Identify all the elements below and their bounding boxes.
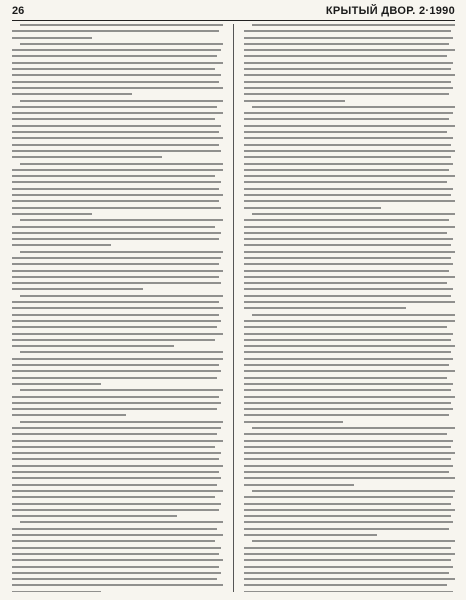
text-line: [20, 389, 223, 391]
text-line: [244, 528, 449, 530]
text-line: [244, 131, 447, 133]
text-line: [244, 584, 447, 586]
text-line: [244, 345, 455, 347]
right-column: [244, 24, 455, 592]
text-line: [252, 490, 455, 492]
text-line: [12, 496, 215, 498]
text-paragraph: [12, 219, 223, 246]
text-line: [12, 81, 219, 83]
text-line: [244, 144, 451, 146]
text-line: [244, 207, 381, 209]
text-line: [12, 282, 221, 284]
text-line: [12, 125, 221, 127]
text-line: [12, 314, 219, 316]
text-line: [12, 131, 219, 133]
text-line: [244, 377, 447, 379]
text-line: [12, 301, 219, 303]
text-line: [12, 55, 217, 57]
text-paragraph: [12, 421, 223, 517]
text-line: [12, 112, 223, 114]
text-line: [244, 408, 453, 410]
text-line: [12, 559, 223, 561]
text-line: [244, 194, 451, 196]
text-line: [244, 358, 453, 360]
text-line: [244, 553, 455, 555]
text-line: [244, 55, 447, 57]
text-line: [20, 295, 223, 297]
text-line: [20, 24, 223, 26]
text-line: [244, 118, 449, 120]
text-paragraph: [244, 314, 455, 423]
text-line: [12, 484, 217, 486]
text-line: [244, 270, 449, 272]
text-line: [12, 433, 217, 435]
text-line: [12, 200, 219, 202]
text-line: [12, 345, 174, 347]
text-line: [244, 81, 451, 83]
text-line: [12, 591, 101, 592]
text-line: [244, 471, 449, 473]
text-line: [12, 137, 223, 139]
text-line: [244, 566, 453, 568]
text-line: [12, 408, 217, 410]
text-line: [12, 427, 221, 429]
text-line: [12, 503, 221, 505]
text-line: [244, 383, 453, 385]
text-line: [12, 490, 223, 492]
text-line: [244, 351, 451, 353]
text-line: [12, 320, 221, 322]
text-line: [12, 333, 223, 335]
text-line: [12, 62, 223, 64]
text-line: [244, 169, 449, 171]
text-line: [12, 553, 219, 555]
text-line: [252, 540, 455, 542]
text-line: [244, 238, 453, 240]
text-line: [244, 509, 455, 511]
text-paragraph: [244, 490, 455, 536]
text-line: [244, 521, 453, 523]
text-line: [12, 169, 223, 171]
text-line: [12, 270, 223, 272]
text-line: [244, 276, 455, 278]
text-line: [244, 421, 343, 423]
text-line: [244, 74, 455, 76]
text-line: [20, 421, 223, 423]
text-line: [12, 515, 177, 517]
text-paragraph: [12, 389, 223, 416]
text-line: [244, 93, 449, 95]
left-column: [12, 24, 223, 592]
text-line: [244, 326, 447, 328]
text-line: [244, 175, 455, 177]
text-paragraph: [12, 521, 223, 592]
text-line: [252, 213, 455, 215]
text-line: [244, 244, 451, 246]
page-header: [12, 5, 455, 21]
text-line: [244, 200, 455, 202]
text-line: [12, 93, 132, 95]
text-line: [244, 137, 453, 139]
text-line: [12, 402, 221, 404]
text-line: [244, 87, 453, 89]
text-line: [244, 219, 449, 221]
text-line: [12, 156, 162, 158]
text-line: [244, 591, 453, 592]
text-line: [12, 150, 221, 152]
text-line: [244, 433, 447, 435]
text-line: [12, 339, 215, 341]
text-line: [12, 244, 111, 246]
text-line: [12, 213, 92, 215]
text-line: [244, 188, 453, 190]
text-line: [244, 301, 455, 303]
text-line: [12, 440, 223, 442]
text-line: [244, 534, 377, 536]
text-line: [12, 446, 215, 448]
text-paragraph: [12, 100, 223, 159]
text-line: [12, 307, 223, 309]
text-line: [244, 226, 455, 228]
text-line: [20, 163, 223, 165]
text-line: [12, 452, 221, 454]
text-line: [252, 314, 455, 316]
text-line: [12, 175, 215, 177]
text-paragraph: [244, 24, 455, 102]
article-body: [12, 24, 455, 592]
text-line: [20, 219, 223, 221]
text-line: [12, 257, 221, 259]
text-line: [244, 333, 453, 335]
text-line: [244, 452, 455, 454]
text-line: [12, 106, 217, 108]
text-line: [252, 106, 455, 108]
text-line: [244, 496, 453, 498]
page-number: 26: [12, 5, 25, 17]
text-line: [20, 521, 223, 523]
text-line: [244, 503, 451, 505]
text-paragraph: [244, 213, 455, 309]
text-line: [244, 30, 451, 32]
text-line: [12, 276, 219, 278]
text-line: [244, 37, 453, 39]
text-line: [244, 282, 447, 284]
text-paragraph: [12, 163, 223, 215]
text-line: [244, 68, 451, 70]
text-line: [12, 578, 217, 580]
text-line: [20, 100, 223, 102]
running-head: КРЫТЫЙ ДВОР. 2·1990: [325, 5, 455, 17]
text-paragraph: [12, 251, 223, 291]
text-line: [12, 572, 221, 574]
text-line: [12, 188, 219, 190]
text-line: [244, 572, 449, 574]
text-line: [244, 458, 451, 460]
text-line: [252, 427, 455, 429]
text-line: [244, 181, 447, 183]
text-line: [244, 263, 453, 265]
text-line: [244, 396, 455, 398]
text-line: [244, 295, 451, 297]
text-line: [244, 100, 345, 102]
text-line: [12, 118, 215, 120]
text-line: [244, 288, 453, 290]
text-line: [20, 251, 223, 253]
text-line: [244, 402, 451, 404]
text-line: [12, 226, 215, 228]
text-line: [244, 414, 449, 416]
text-line: [244, 112, 453, 114]
text-line: [244, 440, 453, 442]
text-line: [12, 396, 219, 398]
text-line: [244, 163, 453, 165]
text-line: [12, 528, 217, 530]
text-line: [20, 43, 223, 45]
text-line: [12, 383, 101, 385]
text-line: [244, 43, 449, 45]
text-paragraph: [12, 295, 223, 347]
text-line: [244, 49, 455, 51]
text-line: [12, 87, 223, 89]
text-line: [12, 377, 217, 379]
text-paragraph: [244, 106, 455, 209]
text-line: [12, 288, 143, 290]
column-divider: [233, 24, 234, 592]
text-line: [244, 150, 455, 152]
text-line: [244, 389, 451, 391]
text-line: [20, 351, 223, 353]
text-line: [12, 566, 219, 568]
text-paragraph: [12, 351, 223, 384]
text-line: [244, 364, 449, 366]
text-line: [12, 465, 223, 467]
text-line: [244, 156, 451, 158]
text-line: [244, 370, 455, 372]
text-line: [244, 232, 447, 234]
text-line: [12, 358, 223, 360]
text-line: [244, 320, 455, 322]
text-paragraph: [244, 540, 455, 592]
text-line: [12, 477, 221, 479]
text-line: [244, 446, 451, 448]
text-paragraph: [12, 43, 223, 95]
text-line: [12, 37, 92, 39]
text-line: [244, 125, 455, 127]
text-line: [12, 238, 219, 240]
text-line: [12, 30, 219, 32]
text-line: [12, 471, 219, 473]
text-line: [252, 24, 455, 26]
text-line: [12, 207, 221, 209]
text-line: [12, 458, 219, 460]
text-line: [12, 584, 223, 586]
text-line: [12, 181, 221, 183]
text-line: [12, 194, 223, 196]
text-paragraph: [12, 24, 223, 39]
text-paragraph: [244, 427, 455, 486]
text-line: [244, 257, 451, 259]
text-line: [244, 477, 455, 479]
text-line: [244, 251, 455, 253]
text-line: [12, 49, 221, 51]
text-line: [244, 307, 406, 309]
text-line: [244, 62, 453, 64]
text-line: [12, 547, 221, 549]
text-line: [12, 263, 219, 265]
text-line: [244, 578, 455, 580]
text-line: [244, 515, 451, 517]
text-line: [244, 484, 354, 486]
text-line: [12, 540, 215, 542]
text-line: [12, 144, 219, 146]
text-line: [244, 465, 453, 467]
text-line: [12, 364, 219, 366]
text-line: [12, 68, 215, 70]
text-line: [244, 559, 451, 561]
text-line: [12, 232, 221, 234]
text-line: [244, 547, 451, 549]
text-line: [244, 339, 451, 341]
text-line: [12, 509, 219, 511]
text-line: [12, 370, 221, 372]
text-line: [12, 74, 221, 76]
text-line: [12, 534, 223, 536]
text-line: [12, 414, 126, 416]
text-line: [12, 326, 217, 328]
